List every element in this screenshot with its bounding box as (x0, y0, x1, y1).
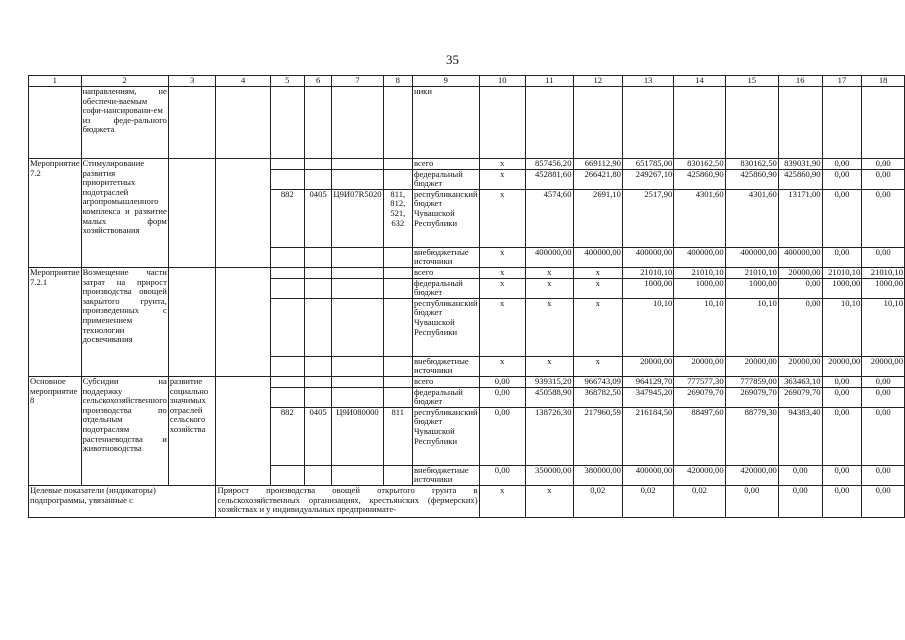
value-cell: 0,00 (822, 247, 862, 267)
col-header: 11 (525, 76, 573, 87)
value-cell: 777577,30 (674, 376, 725, 387)
value-cell: 425860,90 (725, 169, 778, 189)
value-cell: 138726,30 (525, 407, 573, 465)
funding-source: внебюджетные источники (412, 465, 479, 485)
value-cell: 0,00 (822, 159, 862, 170)
value-cell: 450588,90 (525, 387, 573, 407)
funding-source: республиканский бюджет Чувашской Республики (412, 407, 479, 465)
value-cell: 0,02 (622, 485, 673, 517)
funding-source: республиканский бюджет Чувашской Республики (412, 189, 479, 247)
value-cell: 0,00 (822, 485, 862, 517)
value-cell: x (525, 356, 573, 376)
measure-name: Мероприятие 7.2.1 (29, 267, 82, 376)
value-cell: 0,00 (862, 407, 905, 465)
value-cell: 651785,00 (622, 159, 673, 170)
col-header: 8 (383, 76, 412, 87)
value-cell: 2691,10 (573, 189, 622, 247)
value-cell: 2517,90 (622, 189, 673, 247)
value-cell: 420000,00 (725, 465, 778, 485)
value-cell: 0,00 (778, 485, 822, 517)
value-cell: 0,00 (862, 169, 905, 189)
measure-goal (168, 267, 216, 376)
measure-goal (168, 159, 216, 268)
value-cell: 20000,00 (822, 356, 862, 376)
value-cell: 777859,00 (725, 376, 778, 387)
value-cell: x (479, 356, 525, 376)
value-cell: 20000,00 (778, 356, 822, 376)
value-cell: x (573, 298, 622, 356)
continuation-row (29, 87, 905, 159)
code-rzpr: 0405 (304, 407, 332, 465)
value-cell: 347945,20 (622, 387, 673, 407)
funding-source: федеральный бюджет (412, 387, 479, 407)
value-cell: 4301,60 (725, 189, 778, 247)
value-cell: 21010,10 (674, 267, 725, 278)
value-cell: 420000,00 (674, 465, 725, 485)
value-cell: 1000,00 (822, 278, 862, 298)
value-cell: x (573, 356, 622, 376)
value-cell: x (479, 159, 525, 170)
indicators-row (29, 485, 905, 517)
value-cell: 380000,00 (573, 465, 622, 485)
value-cell: 0,00 (822, 387, 862, 407)
value-cell: 10,10 (822, 298, 862, 356)
value-cell: 830162,50 (674, 159, 725, 170)
value-cell: 400000,00 (622, 465, 673, 485)
value-cell: 0,00 (479, 465, 525, 485)
value-cell: x (525, 485, 573, 517)
value-cell: 216184,50 (622, 407, 673, 465)
value-cell: 350000,00 (525, 465, 573, 485)
code-rzpr: 0405 (304, 189, 332, 247)
value-cell: 0,00 (862, 376, 905, 387)
value-cell: 0,00 (778, 278, 822, 298)
col-header: 7 (332, 76, 383, 87)
value-cell: 830162,50 (725, 159, 778, 170)
value-cell: 20000,00 (725, 356, 778, 376)
funding-source: внебюджетные источники (412, 247, 479, 267)
code-csr: Ц9И080000 (332, 407, 383, 465)
funding-source: внебюджетные источники (412, 356, 479, 376)
code-vr: 811 (383, 407, 412, 465)
value-cell: 400000,00 (573, 247, 622, 267)
value-cell: 1000,00 (725, 278, 778, 298)
value-cell: 400000,00 (778, 247, 822, 267)
value-cell: 939315,20 (525, 376, 573, 387)
continued-source: ники (412, 87, 479, 159)
value-cell: 400000,00 (725, 247, 778, 267)
value-cell: 1000,00 (862, 278, 905, 298)
funding-source: федеральный бюджет (412, 169, 479, 189)
value-cell: 425860,90 (674, 169, 725, 189)
value-cell: 20000,00 (622, 356, 673, 376)
value-cell: 400000,00 (525, 247, 573, 267)
program-table (28, 75, 905, 518)
value-cell: 0,00 (822, 169, 862, 189)
measure-title: Возмещение части затрат на прирост производства овощей закрытого грунта, произведенных с применением технологии досвечивания (81, 267, 168, 376)
value-cell: 21010,10 (862, 267, 905, 278)
value-cell: 10,10 (622, 298, 673, 356)
table-row (29, 159, 905, 170)
value-cell: 20000,00 (778, 267, 822, 278)
col-header: 18 (862, 76, 905, 87)
value-cell: 452881,60 (525, 169, 573, 189)
value-cell: 20000,00 (674, 356, 725, 376)
value-cell: x (479, 278, 525, 298)
value-cell: 0,00 (479, 407, 525, 465)
value-cell: x (479, 189, 525, 247)
value-cell: 363463,10 (778, 376, 822, 387)
value-cell: 20000,00 (862, 356, 905, 376)
value-cell: 10,10 (725, 298, 778, 356)
value-cell: 4574,60 (525, 189, 573, 247)
value-cell: 0,00 (822, 465, 862, 485)
value-cell: 964129,70 (622, 376, 673, 387)
code-csr: Ц9И07R5020 (332, 189, 383, 247)
value-cell: 0,02 (674, 485, 725, 517)
value-cell: 0,00 (862, 465, 905, 485)
value-cell: 1000,00 (674, 278, 725, 298)
funding-source: федеральный бюджет (412, 278, 479, 298)
code-grbs: 882 (270, 189, 304, 247)
col-header: 10 (479, 76, 525, 87)
value-cell: 269079,70 (778, 387, 822, 407)
value-cell: 0,00 (862, 189, 905, 247)
value-cell: 857456,20 (525, 159, 573, 170)
col-header: 4 (216, 76, 270, 87)
value-cell: 0,00 (862, 387, 905, 407)
value-cell: 400000,00 (674, 247, 725, 267)
indicators-text: Прирост производства овощей открытого грунта в сельскохозяйственных организациях, крестьянских (фермерских) хозяйствах и у индивидуальных предпринимате- (216, 485, 479, 517)
value-cell: x (479, 247, 525, 267)
value-cell: 21010,10 (725, 267, 778, 278)
value-cell: 269079,70 (674, 387, 725, 407)
indicators-label: Целевые показатели (индикаторы) подпрограммы, увязанные с (29, 485, 216, 517)
value-cell: x (479, 267, 525, 278)
value-cell: x (525, 278, 573, 298)
value-cell: 0,00 (822, 407, 862, 465)
col-header: 9 (412, 76, 479, 87)
value-cell: 0,00 (725, 485, 778, 517)
funding-source: всего (412, 267, 479, 278)
measure-title: Субсидии на поддержку сельскохозяйственного производства по отдельным подотраслям растениеводства и животноводства (81, 376, 168, 485)
value-cell: 21010,10 (822, 267, 862, 278)
value-cell: x (525, 298, 573, 356)
col-header: 6 (304, 76, 332, 87)
value-cell: x (573, 267, 622, 278)
col-header: 5 (270, 76, 304, 87)
value-cell: 10,10 (862, 298, 905, 356)
value-cell: 249267,10 (622, 169, 673, 189)
value-cell: 0,02 (573, 485, 622, 517)
col-header: 15 (725, 76, 778, 87)
value-cell: x (479, 485, 525, 517)
value-cell: 0,00 (778, 298, 822, 356)
table-row (29, 376, 905, 387)
value-cell: 669112,90 (573, 159, 622, 170)
page-number: 35 (446, 52, 459, 67)
value-cell: 0,00 (862, 485, 905, 517)
measure-goal: развитие социально значимых отраслей сельского хозяйства (168, 376, 216, 485)
value-cell: 4301,60 (674, 189, 725, 247)
value-cell: 839031,90 (778, 159, 822, 170)
value-cell: 94383,40 (778, 407, 822, 465)
code-vr: 811, 812, 521, 632 (383, 189, 412, 247)
value-cell: x (479, 169, 525, 189)
value-cell: 269079,70 (725, 387, 778, 407)
measure-name: Основное мероприятие 8 (29, 376, 82, 485)
col-header: 3 (168, 76, 216, 87)
value-cell: 1000,00 (622, 278, 673, 298)
continued-title: направлениям, не обеспечи-ваемым софи-нансировани-ем из феде-рального бюджета (81, 87, 168, 159)
value-cell: 88779,30 (725, 407, 778, 465)
funding-source: республиканский бюджет Чувашской Республики (412, 298, 479, 356)
value-cell: 368782,50 (573, 387, 622, 407)
value-cell: 0,00 (862, 247, 905, 267)
col-header: 17 (822, 76, 862, 87)
value-cell: 88497,60 (674, 407, 725, 465)
table-row (29, 267, 905, 278)
value-cell: 400000,00 (622, 247, 673, 267)
col-header: 1 (29, 76, 82, 87)
value-cell: 966743,09 (573, 376, 622, 387)
funding-source: всего (412, 159, 479, 170)
value-cell: 0,00 (822, 376, 862, 387)
value-cell: 0,00 (479, 376, 525, 387)
measure-name: Мероприятие 7.2 (29, 159, 82, 268)
value-cell: 0,00 (862, 159, 905, 170)
value-cell: 425860,90 (778, 169, 822, 189)
measure-title: Стимулирование развития приоритетных подотраслей агропромышленного комплекса и развитие малых форм хозяйствования (81, 159, 168, 268)
col-header: 13 (622, 76, 673, 87)
value-cell: x (573, 278, 622, 298)
col-header: 12 (573, 76, 622, 87)
code-grbs: 882 (270, 407, 304, 465)
value-cell: 0,00 (822, 189, 862, 247)
col-header: 14 (674, 76, 725, 87)
value-cell: x (479, 298, 525, 356)
value-cell: 0,00 (778, 465, 822, 485)
value-cell: 10,10 (674, 298, 725, 356)
value-cell: 217960,59 (573, 407, 622, 465)
value-cell: 21010,10 (622, 267, 673, 278)
value-cell: 13171,00 (778, 189, 822, 247)
funding-source: всего (412, 376, 479, 387)
value-cell: 266421,80 (573, 169, 622, 189)
col-header: 16 (778, 76, 822, 87)
column-number-row (29, 76, 905, 87)
value-cell: x (525, 267, 573, 278)
value-cell: 0,00 (479, 387, 525, 407)
col-header: 2 (81, 76, 168, 87)
